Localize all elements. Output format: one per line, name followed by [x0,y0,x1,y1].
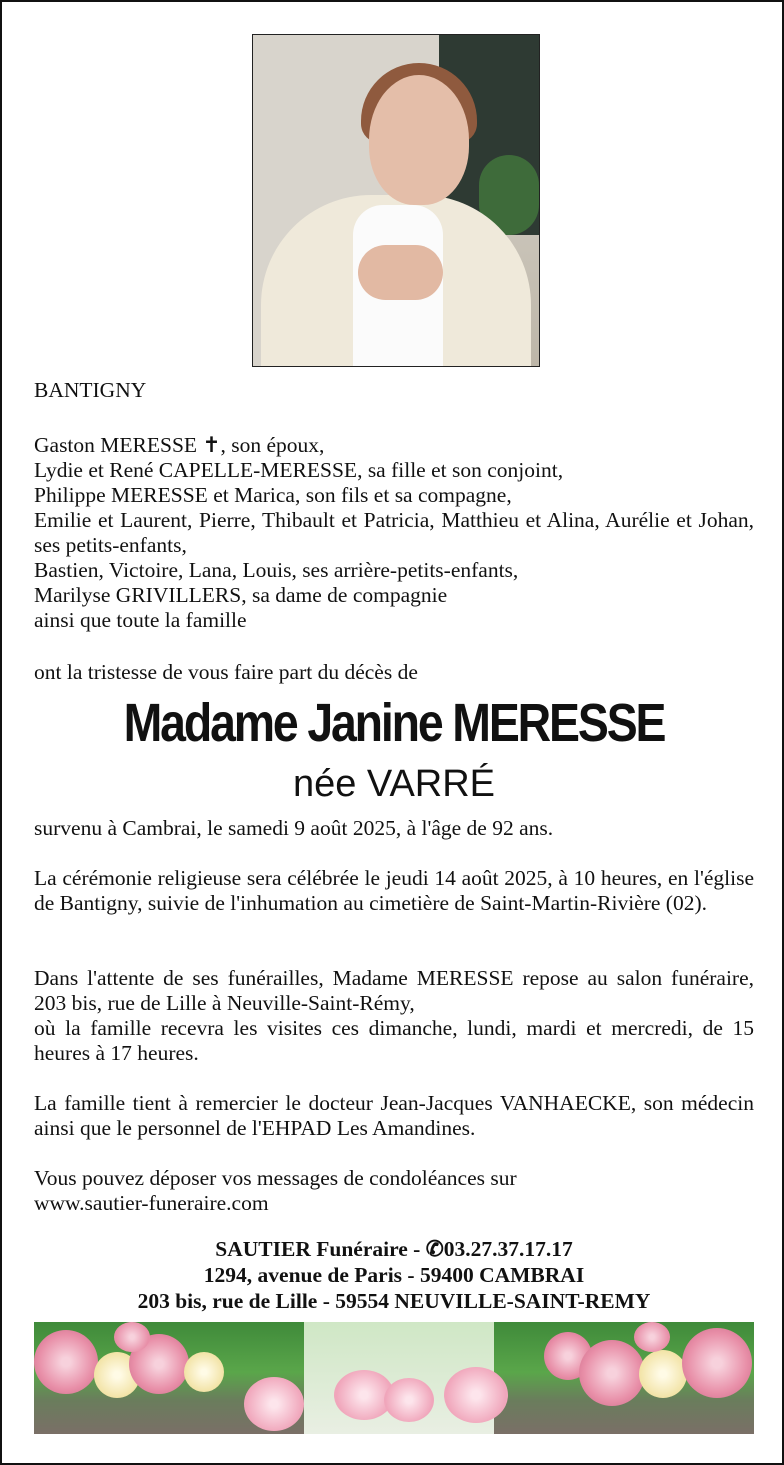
announcement: ont la tristesse de vous faire part du décès de [34,660,418,684]
portrait-photo [252,34,540,367]
family-list [34,433,754,633]
town-heading: BANTIGNY [34,378,147,402]
death-info: survenu à Cambrai, le samedi 9 août 2025, à l'âge de 92 ans. [34,816,554,840]
rest-line: Dans l'attente de ses funérailles, Madame MERESSE repose au salon funéraire, 203 bis, rue de Lille à Neuville-Saint-Rémy, [34,966,754,1015]
condolences-url[interactable]: www.sautier-funeraire.com [34,1191,269,1215]
condolences-text: Vous pouvez déposer vos messages de condoléances sur [34,1166,517,1190]
roses-banner [34,1322,754,1434]
ceremony-info: La cérémonie religieuse sera célébrée le jeudi 14 août 2025, à 10 heures, en l'église de Bantigny, suivie de l'inhumation au cimetière de Saint-Martin-Rivière (02). [34,866,754,915]
family-line: Lydie et René CAPELLE-MERESSE, sa fille et son conjoint, [34,458,564,482]
family-line: Gaston MERESSE ✝, son époux, [34,433,325,458]
funeral-home-block [2,1236,784,1314]
cross-icon: ✝ [202,433,221,458]
thanks-text: La famille tient à remercier le docteur Jean-Jacques VANHAECKE, son médecin ainsi que le personnel de l'EHPAD Les Amandines. [34,1091,754,1140]
rest-line: où la famille recevra les visites ces dimanche, lundi, mardi et mercredi, de 15 heures à 17 heures. [34,1016,754,1065]
funeral-home-name: SAUTIER Funéraire - [215,1237,426,1261]
funeral-home-address: 1294, avenue de Paris - 59400 CAMBRAI [203,1263,585,1287]
family-line: Marilyse GRIVILLERS, sa dame de compagnie [34,583,448,607]
condolences [34,1166,754,1216]
funeral-home-name-line [2,1236,784,1262]
family-line: Emilie et Laurent, Pierre, Thibault et Patricia, Matthieu et Alina, Aurélie et Johan, ses petits-enfants, [34,508,754,557]
maiden-name: née VARRÉ [292,763,496,805]
funeral-home-phone[interactable]: 03.27.37.17.17 [443,1237,573,1261]
rest-info [34,966,754,1066]
deceased-name: Madame Janine MERESSE [123,693,665,753]
family-line: Philippe MERESSE et Marica, son fils et sa compagne, [34,483,512,507]
funeral-home-address: 203 bis, rue de Lille - 59554 NEUVILLE-SAINT-REMY [137,1289,651,1313]
family-line: ainsi que toute la famille [34,608,247,632]
family-line: Bastien, Victoire, Lana, Louis, ses arrière-petits-enfants, [34,558,519,582]
phone-icon: ✆ [425,1237,444,1261]
